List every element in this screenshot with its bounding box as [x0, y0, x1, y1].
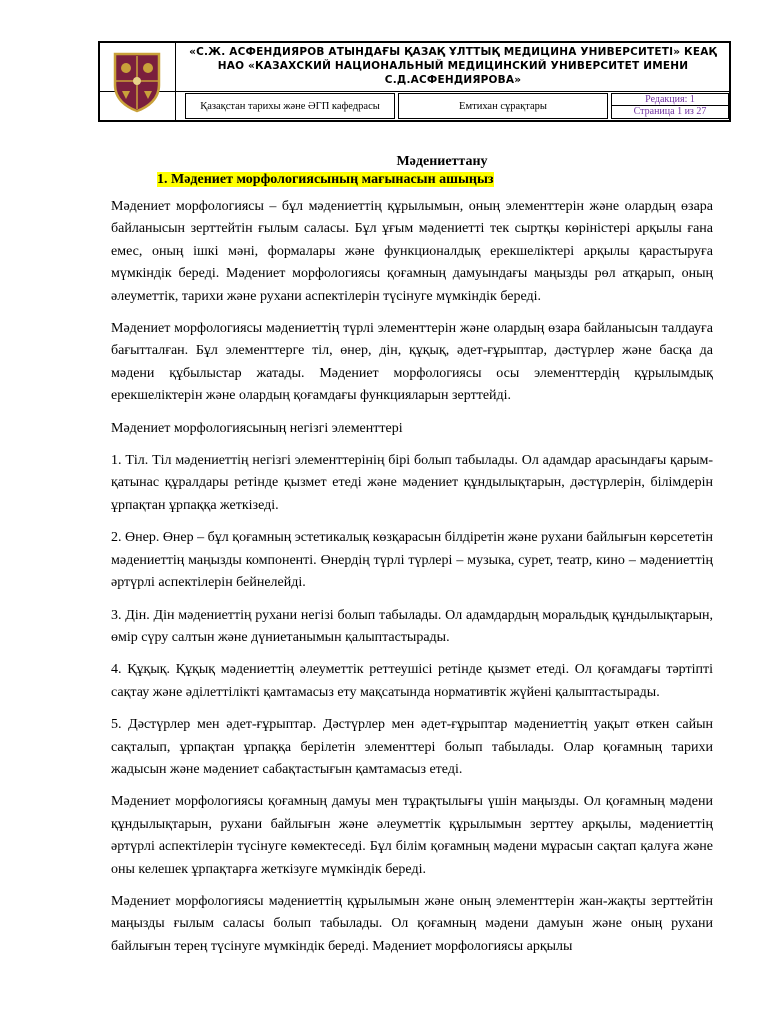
paragraph: 3. Дін. Дін мәдениеттің рухани негізі болып табылады. Ол адамдардың моральдық құндылықтарын, өмір сүру салтын және дүниетанымын қалыптастырады. — [111, 607, 713, 645]
paragraph: 4. Құқық. Құқық мәдениеттің әлеуметтік реттеушісі ретінде қызмет етеді. Ол қоғамдағы тәртіпті сақтау және әділеттілікті қамтамасыз ету мақсатында нормативтік жүйені қалыптастырады. — [111, 662, 713, 700]
paragraph: 1. Тіл. Тіл мәдениеттің негізгі элементтерінің бірі болып табылады. Ол адамдар арасындағы қарым-қатынас құралдары ретінде қызмет етеді және мәдениет құндылықтарын, дәстүрлерін, білімдерін ұрпақтан ұрпаққа жеткізеді. — [111, 453, 713, 513]
paragraph: Мәдениет морфологиясы мәдениеттің түрлі элементтерін және олардың өзара байланысын талдауға бағытталған. Бұл элементтерге тіл, өнер, дін, құқық, әдет-ғұрыптар, дәстүрлер және басқа да мәдени құбылыстар жатады. Мәдениет морфологиясы осы элементтердің құрылымдық ерекшеліктерін және олардың қоғамдағы функцияларын зерттейді. — [111, 321, 713, 404]
department-cell: Қазақстан тарихы және ӘГП кафедрасы — [185, 93, 395, 119]
document-body — [111, 150, 713, 968]
university-crest-icon — [112, 51, 162, 113]
question-highlight: 1. Мәдениет морфологиясының мағынасын ашыңыз — [157, 172, 494, 187]
paragraph: Мәдениет морфологиясының негізгі элементтері — [111, 420, 403, 436]
doc-type-cell: Емтихан сұрақтары — [398, 93, 608, 119]
paragraph: Мәдениет морфологиясы қоғамның дамуы мен тұрақтылығы үшін маңызды. Ол қоғамның мәдени құндылықтарын, рухани байлығын және әлеуметтік құрылымын зерттеу арқылы, мәдениеттің әртүрлі аспектілерін түсінуге көмектеседі. Бұл білім қоғамның мәдени мұрасын сақтап қалуға және оны келешек ұрпақтарға жеткізуге мүмкіндік береді. — [111, 794, 713, 877]
question-heading — [157, 172, 713, 188]
paragraph: Мәдениет морфологиясы мәдениеттің құрылымын және оның элементтерін жан-жақты зерттейтін маңызды ғылым саласы болып табылады. Ол қоғамның мәдени дамуын және оның рухани байлығын терең түсінуге мүмкіндік береді. Мәдениет морфологиясы арқылы — [111, 893, 713, 954]
page-counter: Страница 1 из 27 — [611, 106, 729, 119]
paragraph: Мәдениет морфологиясы – бұл мәдениеттің құрылымын, оның элементтерін және олардың өзара байланысын зерттейтін ғылым саласы. Бұл ұғым мәдениетті тек сыртқы көріністері арқылы ғана емес, оның ішкі мәні, формалары және функционалдық ерекшеліктері арқылы қарастыруға мүмкіндік береді. Мәдениет морфологиясы қоғамның дамуындағы маңызды рөл атқарып, оның әлеуметтік, тарихи және рухани аспектілерін түсінуге мүмкіндік береді. — [111, 199, 713, 304]
edition-cell — [611, 93, 729, 119]
logo-cell — [100, 43, 176, 120]
edition-label: Редакция: 1 — [611, 93, 729, 106]
paragraph: 2. Өнер. Өнер – бұл қоғамның эстетикалық көзқарасын білдіретін және рухани байлығын көрсететін мәдениеттің маңызды компоненті. Өнердің түрлі түрлері – музыка, сурет, театр, кино – мәдениеттің әртүрлі аспектілерін бейнелейді. — [111, 530, 713, 591]
university-name: «С.Ж. АСФЕНДИЯРОВ АТЫНДАҒЫ ҚАЗАҚ ҰЛТТЫҚ МЕДИЦИНА УНИВЕРСИТЕТІ» КЕАҚ НАО «КАЗАХСКИЙ НАЦИОНАЛЬНЫЙ МЕДИЦИНСКИЙ УНИВЕРСИТЕТ ИМЕНИ С.Д.АСФЕНДИЯРОВА» — [189, 46, 717, 86]
document-header — [98, 41, 731, 122]
paragraph: 5. Дәстүрлер мен әдет-ғұрыптар. Дәстүрлер мен әдет-ғұрыптар мәдениеттің уақыт өткен сайын сақталып, ұрпақтан ұрпаққа берілетін элементтері болып табылады. Олар қоғамның тарихи жадысын және мәдениет сабақтастығын қамтамасыз етеді. — [111, 717, 713, 777]
page-title: Мәдениеттану — [396, 154, 488, 169]
